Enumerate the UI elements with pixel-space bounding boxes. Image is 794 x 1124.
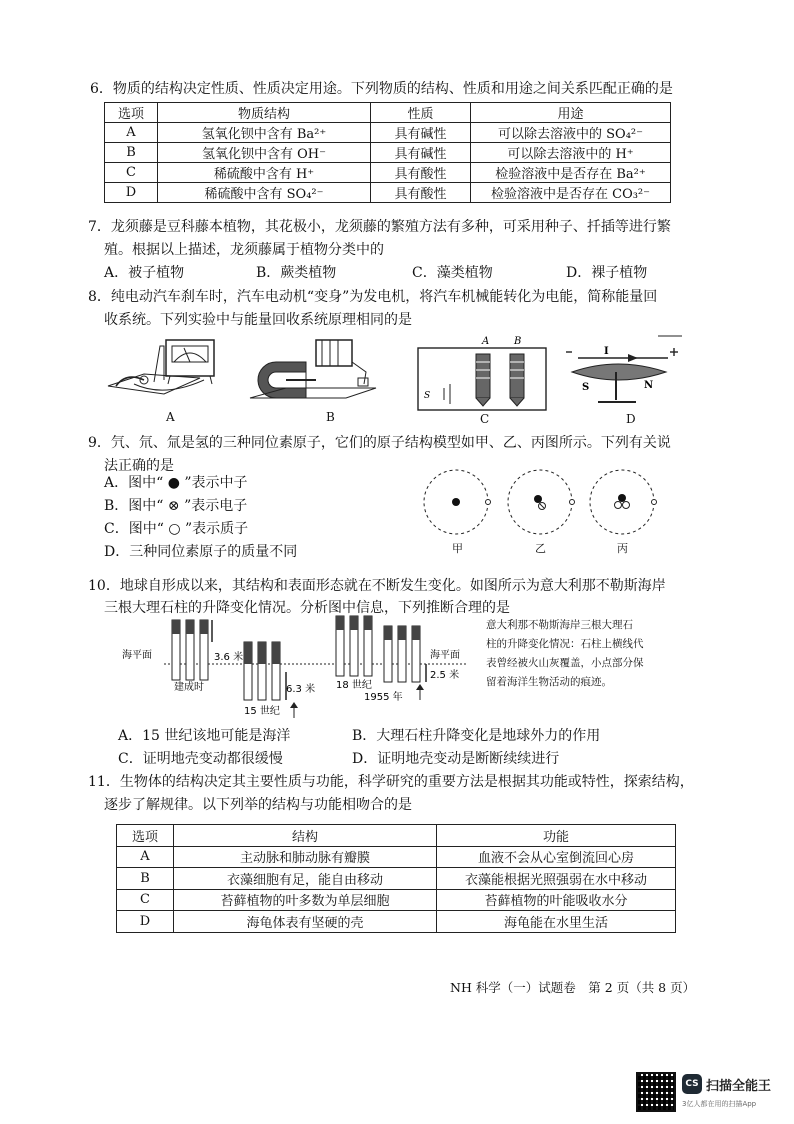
q9-option-b: B．图中“ ⊗ ”表示电子: [104, 498, 248, 514]
table-cell: 检验溶液中是否存在 Ba²⁺: [471, 163, 671, 183]
note-line: 柱的升降变化情况：石柱上横线代: [486, 638, 644, 650]
q9-label-jia: 甲: [452, 542, 463, 555]
qr-code-icon: [636, 1072, 676, 1112]
q7-option-c: C．藻类植物: [412, 265, 493, 281]
table-cell: 具有碱性: [371, 143, 471, 163]
q10-stem-line1: 10．地球自形成以来，其结构和表面形态就在不断发生变化。如图所示为意大利那不勒斯海岸: [88, 578, 666, 594]
page-footer: NH 科学（一）试题卷 第 2 页（共 8 页）: [450, 980, 696, 995]
table-cell: 具有酸性: [371, 183, 471, 203]
q7-option-b: B．蕨类植物: [256, 265, 337, 281]
table-cell: 血液不会从心室倒流回心房: [437, 846, 676, 868]
camscanner-logo-icon: CS: [682, 1074, 702, 1094]
table-header-cell: 用途: [471, 103, 671, 123]
q10-stem-line2: 三根大理石柱的升降变化情况。分析图中信息，下列推断合理的是: [104, 600, 510, 616]
table-header-cell: 物质结构: [158, 103, 371, 123]
pillars-18th-century: [336, 616, 372, 676]
table-header-cell: 结构: [174, 825, 437, 847]
table-cell: 苔藓植物的叶能吸收水分: [437, 889, 676, 911]
q10-sea-level-label-left: 海平面: [122, 650, 152, 661]
q6-stem: 6．物质的结构决定性质、性质决定用途。下列物质的结构、性质和用途之间关系匹配正确的是: [90, 81, 673, 97]
q10-option-c: C．证明地壳变动都很缓慢: [118, 751, 283, 767]
note-line: 意大利那不勒斯海岸三根大理石: [486, 619, 633, 631]
table-header-row: [117, 825, 676, 847]
atom-tritium-icon: [590, 470, 657, 534]
q10-label-15c: 15 世纪: [244, 706, 280, 717]
table-cell: 海龟能在水里生活: [437, 911, 676, 933]
q10-sea-level-label-right: 海平面: [430, 650, 460, 661]
q10-measure-3-6: 3.6 米: [214, 652, 244, 663]
q10-measure-2-5: 2.5 米: [430, 670, 460, 681]
q9-option-a: A．图中“ ● ”表示中子: [104, 475, 248, 491]
q8-figure-c-electromagnet-icon: [414, 332, 550, 412]
table-cell: B: [117, 868, 174, 890]
table-cell: 衣藻细胞有足，能自由移动: [174, 868, 437, 890]
scanner-tagline: 3亿人都在用的扫描App: [682, 1100, 757, 1108]
q8-fig-c-label-b: B: [514, 336, 522, 347]
pillars-1955: [384, 626, 426, 700]
table-cell: 可以除去溶液中的 SO₄²⁻: [471, 123, 671, 143]
q9-stem-line2: 法正确的是: [104, 458, 174, 474]
q11-stem-line1: 11．生物体的结构决定其主要性质与功能，科学研究的重要方法是根据其功能或特性，探索结构，: [88, 774, 694, 790]
table-row: [117, 846, 676, 868]
table-cell: 衣藻能根据光照强弱在水中移动: [437, 868, 676, 890]
table-cell: 稀硫酸中含有 H⁺: [158, 163, 371, 183]
q11-table: [116, 824, 676, 933]
atom-protium-icon: [424, 470, 491, 534]
q8-label-a: A: [166, 410, 175, 424]
q10-label-1955: 1955 年: [364, 692, 403, 703]
table-header-cell: 性质: [371, 103, 471, 123]
q10-measure-6-3: 6.3 米: [286, 684, 316, 695]
table-cell: 可以除去溶液中的 H⁺: [471, 143, 671, 163]
q8-label-b: B: [326, 410, 335, 424]
table-header-row: [105, 103, 671, 123]
table-row: [117, 889, 676, 911]
table-cell: C: [105, 163, 158, 183]
table-header-cell: 选项: [117, 825, 174, 847]
q7-option-d: D．裸子植物: [566, 265, 648, 281]
q8-fig-d-label-n: N: [644, 380, 654, 391]
q8-stem-line2: 收系统。下列实验中与能量回收系统原理相同的是: [104, 312, 412, 328]
q11-stem-line2: 逐步了解规律。以下列举的结构与功能相吻合的是: [104, 797, 412, 813]
table-cell: 主动脉和肺动脉有瓣膜: [174, 846, 437, 868]
note-line: 留着海洋生物活动的痕迹。: [486, 676, 612, 688]
q10-label-built: 建成时: [174, 682, 204, 693]
note-line: 表曾经被火山灰覆盖，小点部分保: [486, 657, 644, 669]
table-row: [117, 868, 676, 890]
q6-table: [104, 102, 671, 203]
q7-stem-line2: 殖。根据以上描述，龙须藤属于植物分类中的: [104, 242, 384, 258]
q7-stem-line1: 7．龙须藤是豆科藤本植物，其花极小，龙须藤的繁殖方法有多种，可采用种子、扦插等进行繁: [88, 219, 671, 235]
table-cell: 海龟体表有坚硬的壳: [174, 911, 437, 933]
table-cell: C: [117, 889, 174, 911]
q9-label-yi: 乙: [535, 542, 546, 555]
table-row: [105, 163, 671, 183]
table-cell: D: [117, 911, 174, 933]
table-cell: A: [105, 123, 158, 143]
atom-deuterium-icon: [508, 470, 575, 534]
q8-fig-d-label-i: I: [604, 346, 609, 357]
table-row: [117, 911, 676, 933]
table-row: [105, 143, 671, 163]
q8-fig-d-label-s: S: [582, 382, 590, 393]
table-cell: 具有酸性: [371, 163, 471, 183]
table-cell: B: [105, 143, 158, 163]
table-cell: D: [105, 183, 158, 203]
q10-pillar-figure: [120, 612, 470, 720]
q9-option-d: D．三种同位素原子的质量不同: [104, 544, 298, 560]
table-header-cell: 功能: [437, 825, 676, 847]
q8-fig-c-label-s: S: [424, 391, 431, 401]
q8-label-c: C: [480, 412, 490, 426]
scanner-brand: 扫描全能王: [706, 1079, 772, 1094]
q8-figure-a-galvanometer-icon: [104, 334, 224, 410]
pillars-built: [172, 620, 212, 680]
table-cell: 氢氧化钡中含有 Ba²⁺: [158, 123, 371, 143]
q9-label-bing: 丙: [617, 542, 628, 555]
q10-option-b: B．大理石柱升降变化是地球外力的作用: [352, 728, 601, 744]
q8-label-d: D: [626, 412, 636, 426]
q8-figure-d-compass-wire-icon: [558, 332, 690, 412]
table-cell: 氢氧化钡中含有 OH⁻: [158, 143, 371, 163]
q9-option-c: C．图中“ ○ ”表示质子: [104, 521, 249, 537]
table-row: [105, 123, 671, 143]
q10-option-a: A．15 世纪该地可能是海洋: [118, 728, 291, 744]
table-header-cell: 选项: [105, 103, 158, 123]
table-row: [105, 183, 671, 203]
q7-option-a: A．被子植物: [104, 265, 185, 281]
table-cell: 稀硫酸中含有 SO₄²⁻: [158, 183, 371, 203]
q9-stem-line1: 9．氕、氘、氚是氢的三种同位素原子，它们的原子结构模型如甲、乙、丙图所示。下列有关说: [88, 435, 671, 451]
table-cell: 具有碱性: [371, 123, 471, 143]
table-cell: 检验溶液中是否存在 CO₃²⁻: [471, 183, 671, 203]
table-cell: A: [117, 846, 174, 868]
q8-stem-line1: 8．纯电动汽车刹车时，汽车电动机“变身”为发电机，将汽车机械能转化为电能，简称能量回: [88, 289, 658, 305]
q8-figure-b-magnet-icon: [246, 332, 386, 410]
q10-option-d: D．证明地壳变动是断断续续进行: [352, 751, 560, 767]
q9-atom-models: [420, 466, 660, 542]
q10-label-18c: 18 世纪: [336, 680, 372, 691]
q8-fig-c-label-a: A: [482, 336, 490, 347]
q10-figure-note: [486, 616, 706, 692]
table-cell: 苔藓植物的叶多数为单层细胞: [174, 889, 437, 911]
